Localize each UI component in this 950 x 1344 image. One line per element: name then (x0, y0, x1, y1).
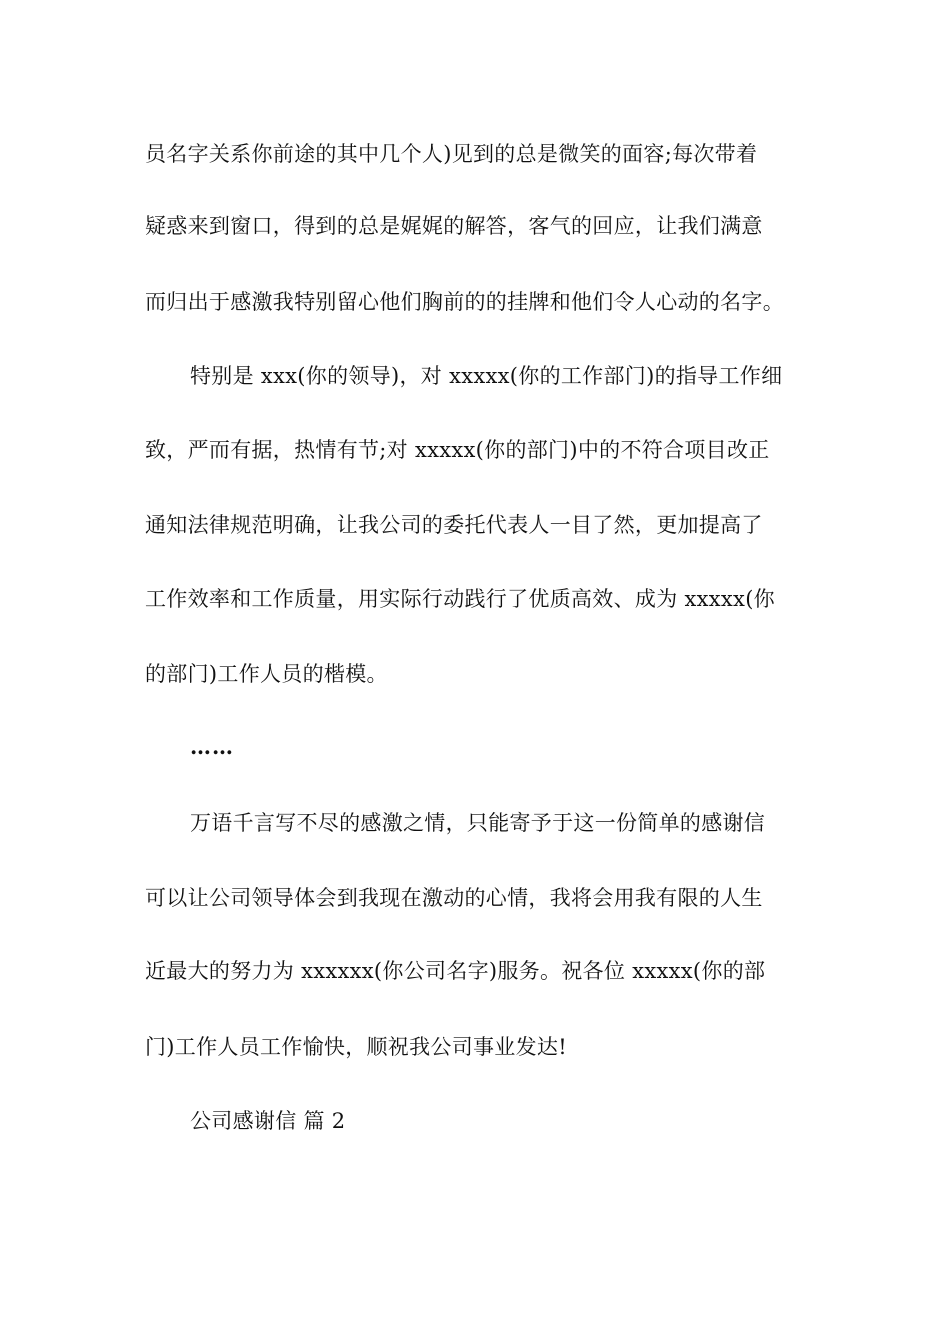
ellipsis-line: …… (190, 734, 234, 759)
paragraph-line-9: 万语千言写不尽的感激之情，只能寄予于这一份简单的感谢信 (190, 811, 766, 835)
paragraph-line-6: 通知法律规范明确，让我公司的委托代表人一目了然，更加提高了 (145, 513, 763, 537)
paragraph-line-7: 工作效率和工作质量，用实际行动践行了优质高效、成为 xxxxx(你 (145, 587, 775, 611)
paragraph-line-5: 致，严而有据，热情有节;对 xxxxx(你的部门)中的不符合项目改正 (145, 438, 770, 462)
paragraph-line-8: 的部门)工作人员的楷模。 (145, 662, 388, 686)
paragraph-line-4: 特别是 xxx(你的领导)，对 xxxxx(你的工作部门)的指导工作细 (190, 364, 783, 388)
paragraph-line-10: 可以让公司领导体会到我现在激动的心情，我将会用我有限的人生 (145, 886, 763, 910)
section-heading: 公司感谢信 篇 2 (190, 1109, 346, 1133)
paragraph-line-12: 门)工作人员工作愉快，顺祝我公司事业发达! (145, 1035, 567, 1059)
paragraph-line-3: 而归出于感激我特别留心他们胸前的的挂牌和他们令人心动的名字。 (145, 290, 784, 314)
paragraph-line-1: 员名字关系你前途的其中几个人)见到的总是微笑的面容;每次带着 (145, 142, 758, 166)
paragraph-line-2: 疑惑来到窗口，得到的总是娓娓的解答，客气的回应，让我们满意 (145, 214, 763, 238)
paragraph-line-11: 近最大的努力为 xxxxxx(你公司名字)服务。祝各位 xxxxx(你的部 (145, 959, 766, 983)
